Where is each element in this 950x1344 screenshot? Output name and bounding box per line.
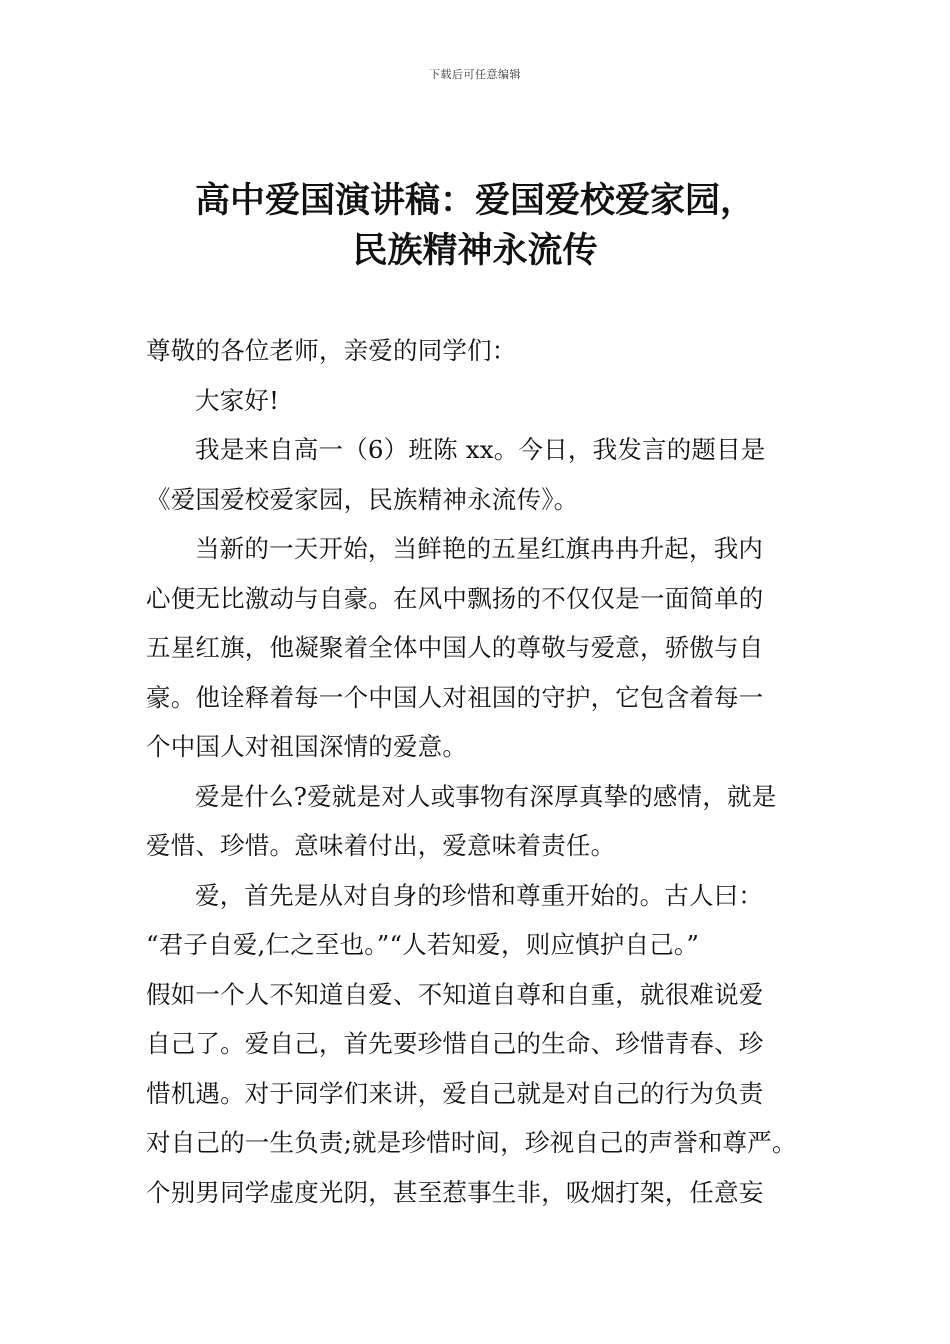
body-line: 爱是什么?爱就是对人或事物有深厚真挚的感情，就是	[195, 781, 777, 811]
body-line: 爱惜、珍惜。意味着付出，爱意味着责任。	[146, 831, 616, 860]
body-line: “君子自爱,仁之至也。”“人若知爱，则应慎护自己。”	[146, 930, 700, 959]
document-body	[146, 326, 810, 1217]
body-line: 爱，首先是从对自身的珍惜和尊重开始的。古人曰：	[195, 880, 764, 910]
body-line: 惜机遇。对于同学们来讲，爱自己就是对自己的行为负责	[146, 1078, 764, 1108]
body-line: 大家好!	[195, 385, 280, 415]
body-line: 个中国人对祖国深情的爱意。	[146, 732, 468, 761]
body-line: 假如一个人不知道自爱、不知道自尊和自重，就很难说爱	[146, 979, 764, 1009]
body-line: 自己了。爱自己，首先要珍惜自己的生命、珍惜青春、珍	[146, 1029, 764, 1058]
body-line: 心便无比激动与自豪。在风中飘扬的不仅仅是一面简单的	[146, 583, 764, 613]
body-line: 尊敬的各位老师，亲爱的同学们：	[146, 336, 517, 365]
body-line: 《爱国爱校爱家园，民族精神永流传》。	[146, 484, 579, 514]
body-line: 对自己的一生负责;就是珍惜时间，珍视自己的声誉和尊严。	[146, 1128, 797, 1157]
body-line: 五星红旗，他凝聚着全体中国人的尊敬与爱意，骄傲与自	[146, 633, 764, 662]
header-note: 下载后可任意编辑	[429, 68, 521, 81]
title-line-2: 民族精神永流传	[352, 230, 598, 271]
title-line-1: 高中爱国演讲稿：爱国爱校爱家园，	[194, 180, 755, 221]
document-title	[60, 176, 890, 276]
body-line: 个别男同学虚度光阴，甚至惹事生非，吸烟打架，任意妄	[146, 1177, 764, 1207]
body-line: 当新的一天开始，当鲜艳的五星红旗冉冉升起，我内	[195, 534, 764, 563]
body-line: 我是来自高一（6）班陈 xx。今日，我发言的题目是	[195, 435, 766, 464]
body-line: 豪。他诠释着每一个中国人对祖国的守护，它包含着每一	[146, 682, 764, 712]
